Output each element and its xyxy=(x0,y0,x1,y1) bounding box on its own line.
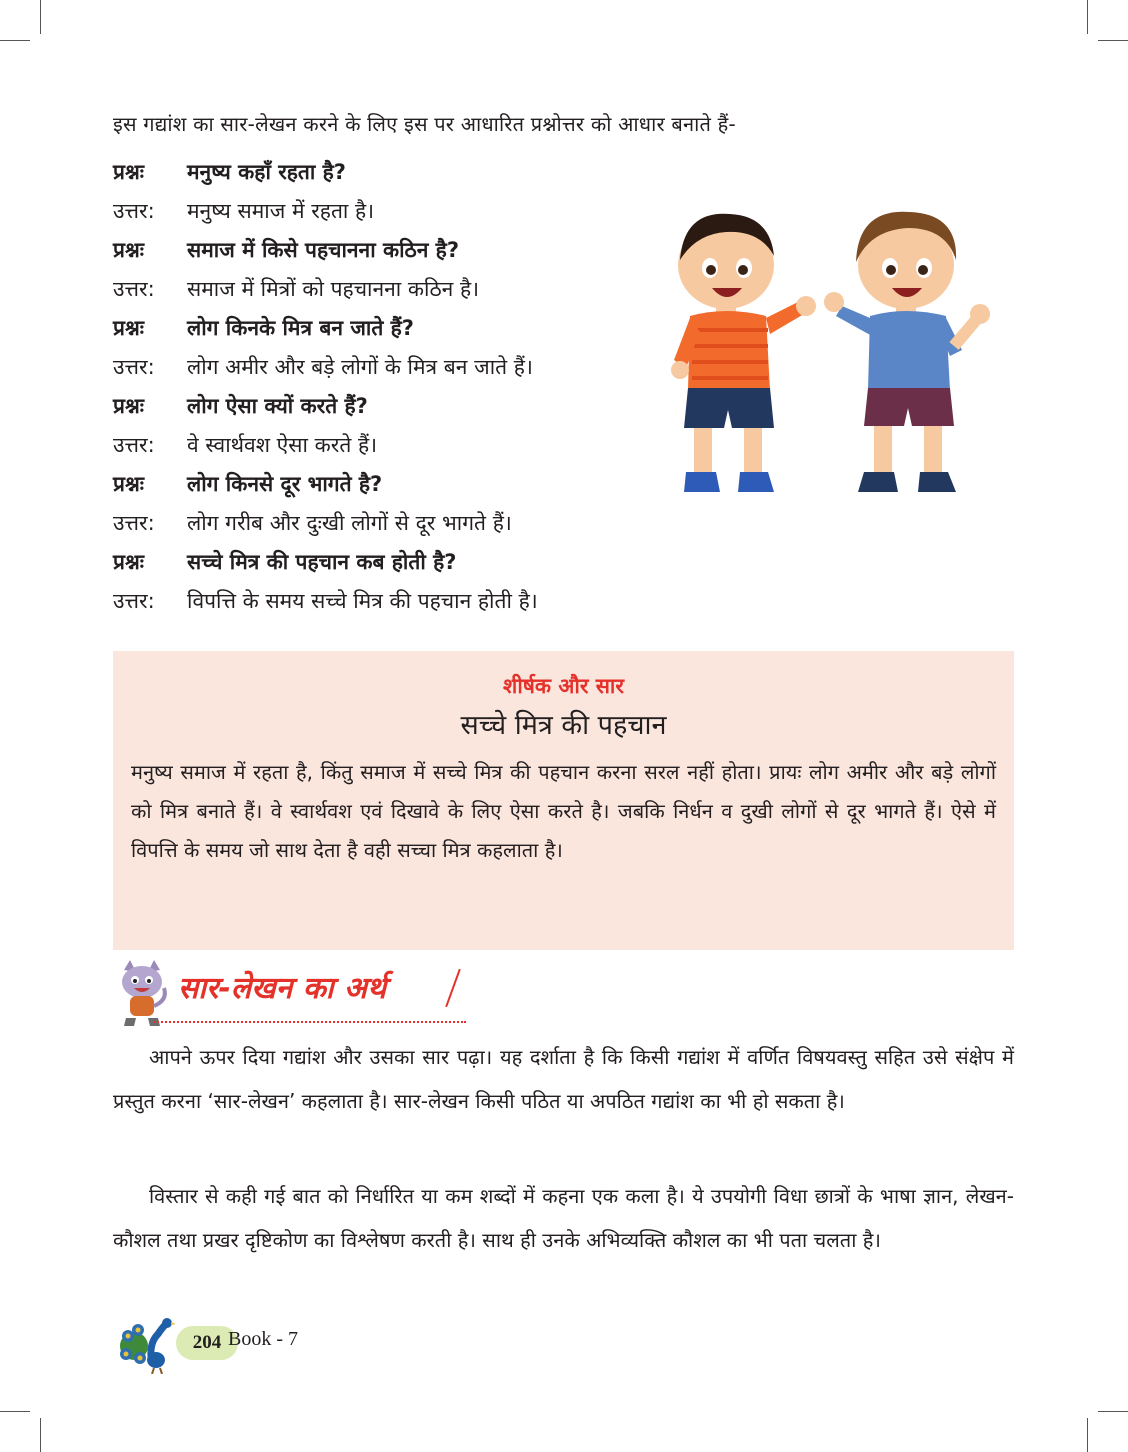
answer-label: उत्तर: xyxy=(113,276,155,301)
intro-text: इस गद्यांश का सार-लेखन करने के लिए इस पर आधारित प्रश्नोत्तर को आधार बनाते हैं- xyxy=(113,112,736,136)
page-footer xyxy=(118,1314,338,1374)
question-text: सच्चे मित्र की पहचान कब होती है? xyxy=(187,549,457,574)
answer-text: मनुष्य समाज में रहता है। xyxy=(187,198,375,223)
section-title: सार-लेखन का अर्थ xyxy=(178,971,387,1006)
crop-mark xyxy=(40,0,41,34)
question-text: समाज में किसे पहचानना कठिन है? xyxy=(187,237,460,262)
crop-mark xyxy=(0,1411,30,1412)
two-boys-illustration xyxy=(670,210,1010,510)
answer-row xyxy=(113,425,673,464)
summary-heading: शीर्षक और सार xyxy=(503,674,624,698)
question-text: मनुष्य कहाँ रहता है? xyxy=(187,159,346,184)
question-row xyxy=(113,152,673,191)
crop-mark xyxy=(1087,1418,1088,1452)
question-text: लोग ऐसा क्यों करते हैं? xyxy=(187,393,368,418)
summary-title: सच्चे मित्र की पहचान xyxy=(460,710,667,741)
question-label: प्रश्नः xyxy=(113,159,145,184)
answer-text: विपत्ति के समय सच्चे मित्र की पहचान होती है। xyxy=(187,588,538,613)
crop-mark xyxy=(1098,40,1128,41)
crop-mark xyxy=(0,40,30,41)
boy-right-figure xyxy=(824,212,990,492)
boy-left-figure xyxy=(671,214,816,492)
question-row xyxy=(113,308,673,347)
body-paragraph-1 xyxy=(113,1035,1014,1123)
answer-text: समाज में मित्रों को पहचानना कठिन है। xyxy=(187,276,480,301)
body-paragraph-text: आपने ऊपर दिया गद्यांश और उसका सार पढ़ा। यह दर्शाता है कि किसी गद्यांश में वर्णित विषयवस्तु सहित उसे संक्षेप में प्रस्तुत करना ‘सार-लेखन’ कहलाता है। सार-लेखन किसी पठित या अपठित गद्यांश का भी हो सकता है। xyxy=(113,1045,1014,1113)
crop-mark xyxy=(1087,0,1088,34)
section-slash-decoration xyxy=(445,969,461,1007)
summary-box xyxy=(113,651,1014,950)
question-label: प्रश्नः xyxy=(113,237,145,262)
question-text: लोग किनके मित्र बन जाते हैं? xyxy=(187,315,414,340)
answer-label: उत्तर: xyxy=(113,510,155,535)
crop-mark xyxy=(40,1418,41,1452)
body-paragraph-text: विस्तार से कही गई बात को निर्धारित या कम शब्दों में कहना एक कला है। ये उपयोगी विधा छात्रों के भाषा ज्ञान, लेखन-कौशल तथा प्रखर दृष्टिकोण का विश्लेषण करती है। साथ ही उनके अभिव्यक्ति कौशल का भी पता चलता है। xyxy=(113,1184,1014,1252)
answer-row xyxy=(113,269,673,308)
body-paragraph-2 xyxy=(113,1174,1014,1262)
question-row xyxy=(113,464,673,503)
peacock-icon xyxy=(118,1314,182,1374)
crop-mark xyxy=(1098,1411,1128,1412)
question-label: प्रश्नः xyxy=(113,315,145,340)
page-number: 204 xyxy=(176,1326,238,1360)
answer-row xyxy=(113,191,673,230)
book-label: Book - 7 xyxy=(228,1328,298,1350)
answer-label: उत्तर: xyxy=(113,588,155,613)
answer-label: उत्तर: xyxy=(113,354,155,379)
question-label: प्रश्नः xyxy=(113,471,145,496)
answer-row xyxy=(113,581,673,620)
section-underline xyxy=(154,1021,466,1023)
qa-list xyxy=(113,152,673,620)
question-label: प्रश्नः xyxy=(113,393,145,418)
answer-label: उत्तर: xyxy=(113,198,155,223)
answer-text: लोग गरीब और दुःखी लोगों से दूर भागते हैं। xyxy=(187,510,512,535)
answer-row xyxy=(113,503,673,542)
answer-text: लोग अमीर और बड़े लोगों के मित्र बन जाते हैं। xyxy=(187,354,533,379)
summary-paragraph: मनुष्य समाज में रहता है, किंतु समाज में सच्चे मित्र की पहचान करना सरल नहीं होता। प्रायः लोग अमीर और बड़े लोगों को मित्र बनाते हैं। वे स्वार्थवश एवं दिखावे के लिए ऐसा करते है। जबकि निर्धन व दुखी लोगों से दूर भागते हैं। ऐसे में विपत्ति के समय जो साथ देता है वही सच्चा मित्र कहलाता है। xyxy=(131,760,996,862)
question-row xyxy=(113,386,673,425)
answer-label: उत्तर: xyxy=(113,432,155,457)
cartoon-cat-icon xyxy=(112,960,172,1028)
question-label: प्रश्नः xyxy=(113,549,145,574)
answer-text: वे स्वार्थवश ऐसा करते हैं। xyxy=(187,432,378,457)
question-text: लोग किनसे दूर भागते है? xyxy=(187,471,383,496)
question-row xyxy=(113,230,673,269)
section-heading xyxy=(112,960,472,1028)
answer-row xyxy=(113,347,673,386)
question-row xyxy=(113,542,673,581)
